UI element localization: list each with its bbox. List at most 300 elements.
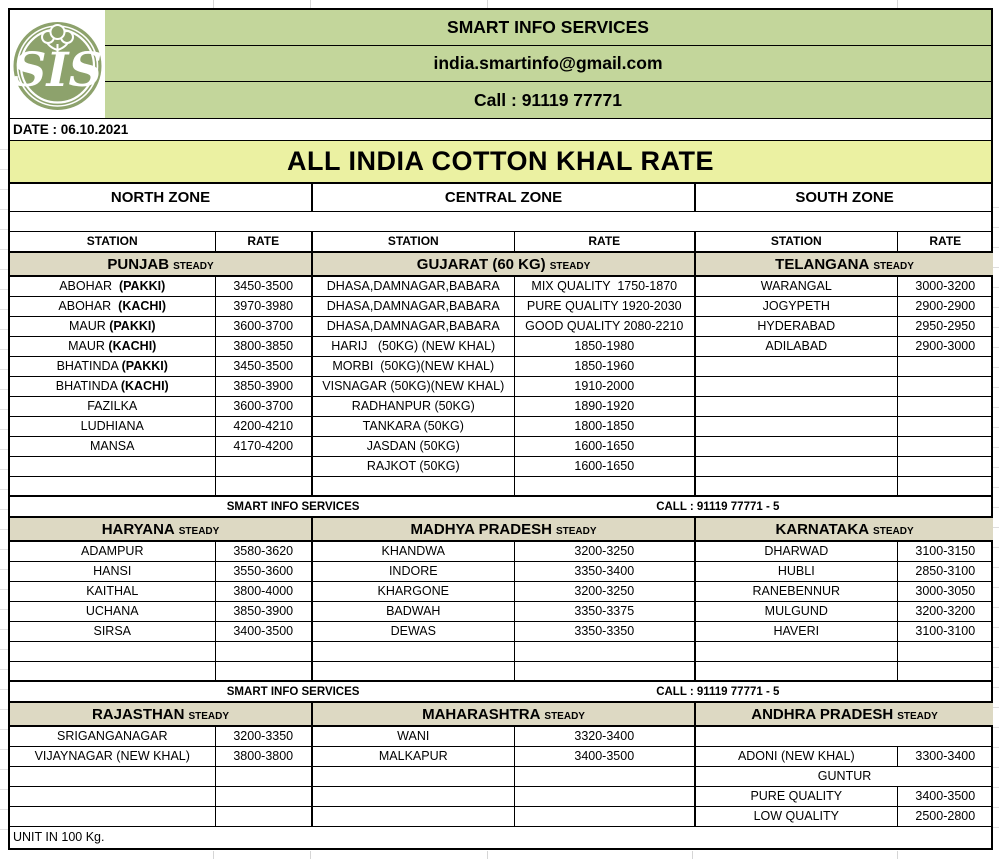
station-cell (312, 581, 514, 601)
empty-cell (215, 661, 312, 681)
rate-cell (215, 296, 312, 316)
cell-text: 3100-3150 (915, 544, 976, 559)
table-row (10, 316, 993, 336)
rate-sheet (8, 8, 993, 850)
station-cell (10, 726, 215, 746)
cell-text: DHASA,DAMNAGAR,BABARA (326, 299, 500, 313)
rate-cell (514, 746, 695, 766)
rate-cell (897, 541, 993, 561)
station-cell (312, 561, 514, 581)
trend-label: STEADY (873, 525, 914, 537)
cell-text: VISNAGAR (50KG)(NEW KHAL) (322, 379, 505, 393)
rate-cell (897, 746, 993, 766)
rate-cell (215, 316, 312, 336)
rate-cell (514, 456, 695, 476)
table-row (10, 541, 993, 561)
empty-cell (215, 456, 312, 476)
cell-text: 3350-3375 (574, 604, 635, 618)
station-cell (312, 436, 514, 456)
rate-cell (514, 356, 695, 376)
empty-cell (514, 806, 695, 826)
rate-cell (215, 436, 312, 456)
cell-text: 2950-2950 (915, 319, 976, 333)
watermark-cell (10, 496, 993, 517)
watermark-text: SMART INFO SERVICES (226, 500, 360, 513)
cell-text: 3450-3500 (233, 359, 294, 373)
rate-cell (215, 746, 312, 766)
table-row (10, 356, 993, 376)
cell-text: 3800-3800 (233, 749, 294, 763)
empty-cell (897, 376, 993, 396)
trend-label: STEADY (555, 525, 597, 537)
cell-text-bold: (KACHI) (108, 339, 157, 353)
cell-text: BHATINDA (55, 379, 121, 393)
cell-text: HUBLI (777, 564, 815, 578)
empty-cell (695, 726, 993, 746)
cell-text: 2900-2900 (915, 299, 976, 313)
rate-cell (514, 416, 695, 436)
cell-text: ABOHAR (58, 299, 119, 313)
station-cell (10, 621, 215, 641)
rate-cell (215, 541, 312, 561)
table-row (10, 621, 993, 641)
empty-cell (215, 641, 312, 661)
empty-cell (897, 456, 993, 476)
cell-text: 1600-1650 (574, 459, 635, 473)
cell-text: 3600-3700 (233, 319, 294, 333)
cell-text: 2850-3100 (915, 564, 976, 578)
state-section-header (10, 702, 312, 726)
table-row (10, 561, 993, 581)
cell-text: RAJKOT (50KG) (366, 459, 460, 473)
table-row (10, 726, 993, 746)
rate-cell (514, 316, 695, 336)
empty-cell (897, 436, 993, 456)
watermark-cell (10, 681, 993, 702)
unit-note: UNIT IN 100 Kg. (10, 826, 993, 848)
station-cell (10, 601, 215, 621)
cell-text: 3400-3500 (574, 749, 635, 763)
column-header-row (10, 231, 993, 252)
station-cell (695, 296, 897, 316)
rate-cell (514, 581, 695, 601)
station-cell (695, 746, 897, 766)
cell-text: 3200-3350 (233, 729, 294, 744)
empty-cell (215, 766, 312, 786)
empty-cell (312, 786, 514, 806)
state-section-header-row (10, 517, 993, 541)
station-cell (695, 621, 897, 641)
cell-text: 3200-3200 (915, 604, 976, 618)
empty-cell (695, 416, 897, 436)
state-section-header (10, 252, 312, 276)
rate-cell (514, 621, 695, 641)
sheet-gridline (310, 851, 311, 859)
station-cell (10, 336, 215, 356)
station-cell (10, 541, 215, 561)
cell-text: MORBI (50KG)(NEW KHAL) (332, 359, 495, 373)
station-cell (695, 581, 897, 601)
empty-cell (695, 641, 897, 661)
station-cell (10, 416, 215, 436)
cell-text: ADAMPUR (80, 544, 144, 559)
cell-text: 1910-2000 (574, 379, 635, 393)
cell-text-bold: (KACHI) (120, 379, 169, 393)
state-name: TELANGANA (775, 255, 870, 273)
state-name: MAHARASHTRA (422, 705, 541, 723)
station-cell (10, 296, 215, 316)
cell-text: DEWAS (390, 624, 436, 638)
station-cell (695, 786, 897, 806)
company-name: SMART INFO SERVICES (105, 10, 991, 46)
station-cell (695, 601, 897, 621)
rate-cell (897, 276, 993, 296)
cell-text: HANSI (93, 564, 132, 578)
empty-cell (10, 476, 215, 496)
station-cell (695, 561, 897, 581)
rate-cell (215, 561, 312, 581)
station-cell (10, 746, 215, 766)
cell-text: 3600-3700 (233, 399, 294, 413)
cell-text: 2500-2800 (915, 809, 976, 823)
cell-text: 2900-3000 (915, 339, 976, 353)
sheet-gridlines (992, 188, 999, 843)
empty-cell (10, 806, 215, 826)
rate-cell (514, 601, 695, 621)
brand-text-block (105, 10, 991, 118)
empty-cell (897, 396, 993, 416)
cell-text: 3850-3900 (233, 379, 294, 393)
cell-text: MULGUND (764, 604, 828, 618)
cell-text: 3550-3600 (233, 564, 294, 578)
rate-cell (215, 336, 312, 356)
cell-text: 1600-1650 (574, 439, 635, 453)
watermark-text: SMART INFO SERVICES (226, 685, 360, 698)
table-row (10, 336, 993, 356)
cell-text: HAVERI (773, 624, 820, 638)
cell-text-bold: (PAKKI) (109, 319, 156, 333)
cell-text: WARANGAL (760, 279, 832, 294)
state-section-header-row (10, 252, 993, 276)
table-row (10, 416, 993, 436)
cell-text: LUDHIANA (80, 419, 144, 433)
rate-cell (215, 356, 312, 376)
empty-cell (312, 806, 514, 826)
state-section-header (312, 517, 695, 541)
empty-cell (897, 641, 993, 661)
empty-cell (215, 786, 312, 806)
cell-text: MAUR (68, 339, 109, 353)
cell-text: MAUR (68, 319, 110, 333)
cell-text: DHASA,DAMNAGAR,BABARA (326, 319, 500, 333)
station-cell (10, 581, 215, 601)
station-cell (312, 601, 514, 621)
station-column-header: STATION (695, 231, 897, 252)
cell-text: RADHANPUR (50KG) (351, 399, 475, 413)
empty-cell (10, 641, 215, 661)
empty-cell (695, 356, 897, 376)
trend-label: STEADY (188, 710, 230, 722)
rate-cell (897, 601, 993, 621)
state-section-header (312, 702, 695, 726)
rate-cell (514, 276, 695, 296)
cell-text: RANEBENNUR (752, 584, 841, 598)
zone-header: NORTH ZONE (10, 184, 312, 211)
station-cell (10, 561, 215, 581)
cell-text: SRIGANGANAGAR (57, 729, 168, 744)
table-row (10, 786, 993, 806)
station-cell (695, 336, 897, 356)
zone-header: CENTRAL ZONE (312, 184, 695, 211)
table-row (10, 641, 993, 661)
empty-cell (695, 661, 897, 681)
unit-note-row (10, 826, 993, 848)
table-row (10, 276, 993, 296)
cell-text: DHARWAD (764, 544, 829, 559)
station-cell (312, 621, 514, 641)
station-cell (312, 456, 514, 476)
empty-cell (10, 661, 215, 681)
cell-text: MIX QUALITY 1750-1870 (531, 279, 678, 294)
state-name: KARNATAKA (775, 520, 870, 538)
trend-label: STEADY (873, 260, 914, 272)
empty-cell (695, 376, 897, 396)
cell-text: 3000-3050 (915, 584, 976, 598)
cell-text: 3350-3400 (574, 564, 635, 578)
station-cell (10, 316, 215, 336)
cell-text: 3580-3620 (233, 544, 294, 559)
station-cell (312, 376, 514, 396)
watermark-row (10, 496, 993, 517)
station-cell (695, 541, 897, 561)
trend-label: STEADY (173, 260, 214, 272)
cell-text: TANKARA (50KG) (362, 419, 464, 433)
station-cell (312, 316, 514, 336)
trend-label: STEADY (544, 710, 585, 722)
station-cell (312, 416, 514, 436)
title-text: ALL INDIA COTTON KHAL RATE (287, 146, 714, 176)
cell-text: 3350-3350 (574, 624, 635, 638)
cell-text: 3400-3500 (233, 624, 294, 638)
rate-column-header: RATE (215, 231, 312, 252)
station-cell (312, 746, 514, 766)
rate-cell (897, 786, 993, 806)
zone-header-row (10, 184, 993, 211)
cell-text: MALKAPUR (378, 749, 448, 763)
cell-text: INDORE (388, 564, 438, 578)
cell-text: 4170-4200 (233, 439, 294, 453)
cell-text-bold: (PAKKI) (121, 359, 168, 373)
station-cell (10, 376, 215, 396)
table-row (10, 376, 993, 396)
spacer-row (10, 211, 993, 231)
table-row (10, 746, 993, 766)
station-cell (10, 356, 215, 376)
empty-cell (514, 786, 695, 806)
watermark-row (10, 681, 993, 702)
trend-label: STEADY (549, 260, 591, 272)
cell-text: ADILABAD (765, 339, 828, 353)
cell-text-bold: (KACHI) (118, 299, 167, 313)
cell-text: KHANDWA (381, 544, 445, 559)
station-column-header: STATION (312, 231, 514, 252)
state-name: PUNJAB (107, 255, 170, 273)
state-name: HARYANA (101, 520, 175, 538)
table-row (10, 766, 993, 786)
table-row (10, 661, 993, 681)
empty-cell (10, 211, 993, 231)
station-cell (10, 396, 215, 416)
rate-cell (514, 541, 695, 561)
empty-cell (897, 661, 993, 681)
empty-cell (695, 476, 897, 496)
rate-column-header: RATE (514, 231, 695, 252)
sis-cotton-logo-icon (11, 10, 104, 118)
station-cell (10, 276, 215, 296)
cell-text: BADWAH (386, 604, 441, 618)
cell-text: 3970-3980 (233, 299, 294, 313)
cell-text: GOOD QUALITY 2080-2210 (525, 319, 684, 333)
empty-cell (897, 476, 993, 496)
cell-text: HYDERABAD (757, 319, 836, 333)
state-section-header-row (10, 702, 993, 726)
table-row (10, 806, 993, 826)
rate-cell (215, 581, 312, 601)
sheet-gridline (487, 851, 488, 859)
table-row (10, 581, 993, 601)
station-cell (312, 726, 514, 746)
cell-text: 1890-1920 (574, 399, 635, 413)
cell-text: 1800-1850 (574, 419, 635, 433)
empty-cell (312, 661, 514, 681)
rate-cell (514, 726, 695, 746)
cell-text: JASDAN (50KG) (366, 439, 460, 453)
brand-header (10, 10, 991, 119)
rate-cell (514, 336, 695, 356)
empty-cell (514, 766, 695, 786)
cell-text: LOW QUALITY (753, 809, 839, 823)
svg-text:SIS: SIS (12, 43, 103, 98)
company-phone: Call : 91119 77771 (105, 82, 991, 118)
rate-cell (215, 276, 312, 296)
table-row (10, 436, 993, 456)
station-cell (695, 806, 897, 826)
cell-text: PURE QUALITY (750, 789, 843, 803)
empty-cell (10, 786, 215, 806)
empty-cell (695, 436, 897, 456)
empty-cell (514, 641, 695, 661)
empty-cell (695, 456, 897, 476)
watermark-call-text: CALL : 91119 77771 - 5 (656, 685, 780, 698)
station-cell (312, 296, 514, 316)
cell-text: SIRSA (93, 624, 131, 638)
cell-text: 3800-3850 (233, 339, 294, 353)
table-row (10, 601, 993, 621)
empty-cell (10, 766, 215, 786)
cell-text: FAZILKA (87, 399, 138, 413)
cell-text: 3100-3100 (915, 624, 976, 638)
state-name: MADHYA PRADESH (410, 520, 552, 538)
cell-text: ABOHAR (59, 279, 119, 294)
cell-text: GUNTUR (817, 769, 872, 783)
state-section-header (695, 252, 993, 276)
cell-text: 3000-3200 (915, 279, 976, 294)
cell-text: 3200-3250 (574, 584, 635, 598)
state-name: ANDHRA PRADESH (751, 705, 894, 723)
empty-cell (10, 456, 215, 476)
empty-cell (897, 416, 993, 436)
state-name: RAJASTHAN (91, 705, 185, 723)
rate-cell (897, 621, 993, 641)
rate-cell (215, 726, 312, 746)
station-cell (312, 356, 514, 376)
sheet-gridline (692, 851, 693, 859)
cell-text: VIJAYNAGAR (NEW KHAL) (34, 749, 190, 763)
cell-text: UCHANA (85, 604, 139, 618)
cell-text: 4200-4210 (233, 419, 294, 433)
empty-cell (312, 476, 514, 496)
rate-cell (897, 581, 993, 601)
rate-cell (897, 336, 993, 356)
station-cell (312, 396, 514, 416)
cell-text: 3400-3500 (915, 789, 976, 803)
sheet-gridline (897, 851, 898, 859)
empty-cell (695, 396, 897, 416)
rate-cell (514, 376, 695, 396)
rate-cell (897, 296, 993, 316)
rate-cell (514, 296, 695, 316)
station-cell (10, 436, 215, 456)
cell-text: 3800-4000 (233, 584, 294, 598)
station-cell (695, 276, 897, 296)
rate-cell (215, 376, 312, 396)
cell-text: DHASA,DAMNAGAR,BABARA (326, 279, 500, 294)
cell-text: 3320-3400 (574, 729, 635, 744)
rate-column-header: RATE (897, 231, 993, 252)
table-row (10, 456, 993, 476)
table-row (10, 296, 993, 316)
cell-text: WANI (397, 729, 430, 744)
cell-text: BHATINDA (56, 359, 122, 373)
rate-cell (215, 396, 312, 416)
cell-text: 1850-1960 (574, 359, 635, 373)
date-row (10, 119, 991, 141)
station-cell (312, 276, 514, 296)
cell-text: ADONI (NEW KHAL) (737, 749, 855, 763)
company-logo (10, 10, 105, 118)
cell-text: JOGYPETH (762, 299, 830, 313)
rate-cell (514, 561, 695, 581)
zone-header: SOUTH ZONE (695, 184, 993, 211)
company-email: india.smartinfo@gmail.com (105, 46, 991, 82)
station-column-header: STATION (10, 231, 215, 252)
cell-text: 3450-3500 (233, 279, 294, 294)
cell-text: KHARGONE (377, 584, 450, 598)
table-row (10, 396, 993, 416)
rate-cell (514, 396, 695, 416)
watermark-call-text: CALL : 91119 77771 - 5 (656, 500, 780, 513)
state-section-header (312, 252, 695, 276)
rate-cell (897, 561, 993, 581)
cell-text: HARIJ (50KG) (NEW KHAL) (331, 339, 496, 353)
state-name: GUJARAT (60 KG) (416, 255, 546, 273)
trend-label: STEADY (897, 710, 938, 722)
date-label: DATE : 06.10.2021 (13, 122, 129, 137)
empty-cell (215, 476, 312, 496)
rate-cell (215, 416, 312, 436)
rate-cell (215, 621, 312, 641)
station-cell (312, 541, 514, 561)
